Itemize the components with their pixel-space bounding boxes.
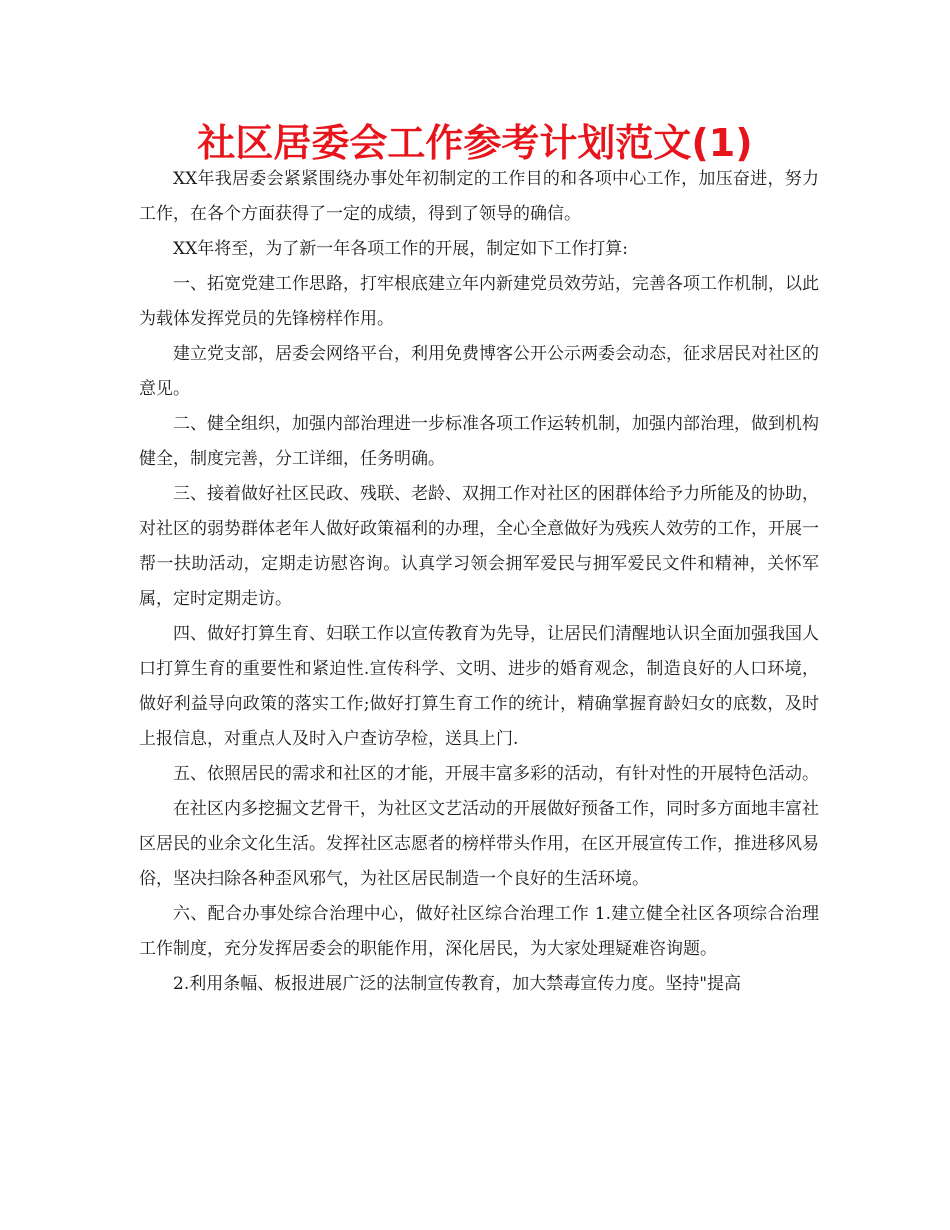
paragraph: 2.利用条幅、板报进展广泛的法制宣传教育，加大禁毒宣传力度。坚持"提高 [173,974,742,994]
document-body [139,162,819,1002]
paragraph: 建立党支部，居委会网络平台，利用免费博客公开公示两委会动态，征求居民对社区的意见。 [139,344,819,399]
paragraph: XX年我居委会紧紧围绕办事处年初制定的工作目的和各项中心工作，加压奋进，努力工作，在各个方面获得了一定的成绩，得到了领导的确信。 [139,169,819,224]
paragraph: 三、接着做好社区民政、残联、老龄、双拥工作对社区的困群体给予力所能及的协助，对社区的弱势群体老年人做好政策福利的办理，全心全意做好为残疾人效劳的工作，开展一帮一扶助活动，定期走访慰咨询。认真学习领会拥军爱民与拥军爱民文件和精神，关怀军属，定时定期走访。 [139,484,819,609]
paragraph: 在社区内多挖掘文艺骨干，为社区文艺活动的开展做好预备工作，同时多方面地丰富社区居民的业余文化生活。发挥社区志愿者的榜样带头作用，在区开展宣传工作，推进移风易俗，坚决扫除各种歪风邪气，为社区居民制造一个良好的生活环境。 [139,799,819,889]
paragraph: 五、依照居民的需求和社区的才能，开展丰富多彩的活动，有针对性的开展特色活动。 [173,764,819,784]
paragraph: XX年将至，为了新一年各项工作的开展，制定如下工作打算: [173,239,628,259]
document-title: 社区居委会工作参考计划范文(1) [197,121,753,165]
paragraph: 二、健全组织，加强内部治理进一步标准各项工作运转机制，加强内部治理，做到机构健全，制度完善，分工详细，任务明确。 [139,414,819,469]
paragraph: 四、做好打算生育、妇联工作以宣传教育为先导，让居民们清醒地认识全面加强我国人口打算生育的重要性和紧迫性.宣传科学、文明、进步的婚育观念，制造良好的人口环境，做好利益导向政策的落实工作;做好打算生育工作的统计，精确掌握育龄妇女的底数，及时上报信息，对重点人及时入户查访孕检，送具上门. [139,624,819,749]
paragraph: 六、配合办事处综合治理中心，做好社区综合治理工作 1.建立健全社区各项综合治理工作制度，充分发挥居委会的职能作用，深化居民，为大家处理疑难咨询题。 [139,904,819,959]
paragraph: 一、拓宽党建工作思路，打牢根底建立年内新建党员效劳站，完善各项工作机制，以此为载体发挥党员的先锋榜样作用。 [139,274,819,329]
